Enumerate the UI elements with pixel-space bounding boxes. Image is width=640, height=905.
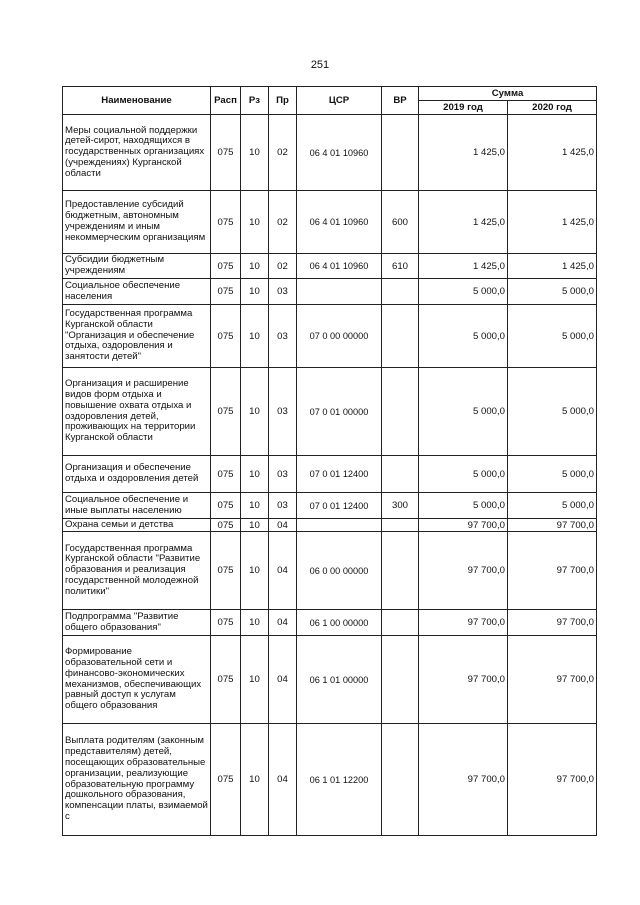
row-pr: 03: [269, 456, 297, 493]
row-rasp: 075: [211, 368, 241, 456]
row-name: Государственная программа Курганской области "Организация и обеспечение отдыха, оздоровления и занятости детей": [63, 305, 211, 368]
header-sum: Сумма: [419, 87, 597, 101]
row-vr: [382, 305, 419, 368]
row-name: Социальное обеспечение населения: [63, 279, 211, 305]
row-name: Охрана семьи и детства: [63, 519, 211, 532]
table-row: [63, 519, 597, 532]
row-rasp: 075: [211, 115, 241, 191]
row-pr: 02: [269, 254, 297, 279]
row-rasp: 075: [211, 724, 241, 836]
table-row: [63, 610, 597, 636]
row-2019: 5 000,0: [419, 279, 508, 305]
row-2019: 97 700,0: [419, 636, 508, 724]
table-row: [63, 368, 597, 456]
row-rasp: 075: [211, 519, 241, 532]
row-2020: 5 000,0: [508, 368, 597, 456]
table-row: [63, 724, 597, 836]
row-pr: 03: [269, 279, 297, 305]
row-rz: 10: [241, 519, 269, 532]
header-csr: ЦСР: [297, 87, 382, 115]
row-2019: 1 425,0: [419, 191, 508, 254]
table-row: [63, 493, 597, 519]
row-csr: 06 1 01 12200: [297, 724, 382, 836]
table-row: [63, 636, 597, 724]
budget-table: [62, 86, 597, 836]
row-csr: 06 1 01 00000: [297, 636, 382, 724]
row-csr: 07 0 01 00000: [297, 368, 382, 456]
row-rz: 10: [241, 456, 269, 493]
row-2020: 5 000,0: [508, 305, 597, 368]
row-vr: 300: [382, 493, 419, 519]
row-rasp: 075: [211, 456, 241, 493]
table-row: [63, 279, 597, 305]
row-csr: 06 4 01 10960: [297, 191, 382, 254]
row-pr: 04: [269, 636, 297, 724]
row-2020: 97 700,0: [508, 532, 597, 610]
row-rz: 10: [241, 724, 269, 836]
header-2019: 2019 год: [419, 101, 508, 115]
row-rz: 10: [241, 532, 269, 610]
row-pr: 03: [269, 305, 297, 368]
table-row: [63, 532, 597, 610]
page-number: 251: [310, 59, 330, 71]
header-rz: Рз: [241, 87, 269, 115]
row-2020: 97 700,0: [508, 636, 597, 724]
row-2019: 1 425,0: [419, 115, 508, 191]
row-2019: 97 700,0: [419, 532, 508, 610]
row-name: Субсидии бюджетным учреждениям: [63, 254, 211, 279]
row-2020: 97 700,0: [508, 610, 597, 636]
row-rz: 10: [241, 115, 269, 191]
header-2020: 2020 год: [508, 101, 597, 115]
row-pr: 02: [269, 191, 297, 254]
row-rz: 10: [241, 368, 269, 456]
row-rz: 10: [241, 191, 269, 254]
row-2019: 1 425,0: [419, 254, 508, 279]
row-name: Организация и обеспечение отдыха и оздоровления детей: [63, 456, 211, 493]
row-vr: [382, 636, 419, 724]
row-vr: 600: [382, 191, 419, 254]
row-csr: 06 4 01 10960: [297, 115, 382, 191]
row-csr: 07 0 00 00000: [297, 305, 382, 368]
row-rasp: 075: [211, 305, 241, 368]
row-csr: 06 1 00 00000: [297, 610, 382, 636]
header-vr: ВР: [382, 87, 419, 115]
header-name: Наименование: [63, 87, 211, 115]
row-rz: 10: [241, 493, 269, 519]
row-rz: 10: [241, 305, 269, 368]
row-pr: 02: [269, 115, 297, 191]
row-rasp: 075: [211, 191, 241, 254]
row-csr: 06 4 01 10960: [297, 254, 382, 279]
row-2019: 97 700,0: [419, 724, 508, 836]
row-rasp: 075: [211, 610, 241, 636]
row-2019: 5 000,0: [419, 305, 508, 368]
table-row: [63, 305, 597, 368]
row-2020: 5 000,0: [508, 493, 597, 519]
row-vr: [382, 519, 419, 532]
table-row: [63, 115, 597, 191]
row-rasp: 075: [211, 532, 241, 610]
row-pr: 04: [269, 532, 297, 610]
row-2019: 97 700,0: [419, 610, 508, 636]
table-row: [63, 191, 597, 254]
row-vr: 610: [382, 254, 419, 279]
header-rasp: Расп: [211, 87, 241, 115]
row-name: Подпрограмма "Развитие общего образования": [63, 610, 211, 636]
row-rasp: 075: [211, 279, 241, 305]
row-rz: 10: [241, 636, 269, 724]
row-2020: 1 425,0: [508, 191, 597, 254]
row-vr: [382, 368, 419, 456]
row-csr: 07 0 01 12400: [297, 456, 382, 493]
row-name: Предоставление субсидий бюджетным, автономным учреждениям и иным некоммерческим организациям: [63, 191, 211, 254]
row-rasp: 075: [211, 254, 241, 279]
row-pr: 04: [269, 519, 297, 532]
row-csr: [297, 519, 382, 532]
row-2020: 97 700,0: [508, 724, 597, 836]
row-rasp: 075: [211, 636, 241, 724]
row-2019: 97 700,0: [419, 519, 508, 532]
row-rz: 10: [241, 610, 269, 636]
table-row: [63, 254, 597, 279]
row-rasp: 075: [211, 493, 241, 519]
row-name: Организация и расширение видов форм отдыха и повышение охвата отдыха и оздоровления детей, проживающих на территории Курганской области: [63, 368, 211, 456]
row-name: Государственная программа Курганской области "Развитие образования и реализация государственной молодежной политики": [63, 532, 211, 610]
row-csr: 06 0 00 00000: [297, 532, 382, 610]
table-row: [63, 456, 597, 493]
row-vr: [382, 724, 419, 836]
row-2020: 97 700,0: [508, 519, 597, 532]
row-vr: [382, 279, 419, 305]
row-csr: 07 0 01 12400: [297, 493, 382, 519]
row-rz: 10: [241, 279, 269, 305]
row-csr: [297, 279, 382, 305]
row-2020: 5 000,0: [508, 279, 597, 305]
row-2019: 5 000,0: [419, 368, 508, 456]
row-2019: 5 000,0: [419, 456, 508, 493]
row-2020: 1 425,0: [508, 254, 597, 279]
row-2020: 1 425,0: [508, 115, 597, 191]
row-name: Социальное обеспечение и иные выплаты населению: [63, 493, 211, 519]
row-name: Меры социальной поддержки детей-сирот, находящихся в государственных организациях (учреждениях) Курганской области: [63, 115, 211, 191]
row-vr: [382, 610, 419, 636]
row-vr: [382, 532, 419, 610]
row-vr: [382, 456, 419, 493]
row-pr: 03: [269, 493, 297, 519]
row-rz: 10: [241, 254, 269, 279]
row-2019: 5 000,0: [419, 493, 508, 519]
row-2020: 5 000,0: [508, 456, 597, 493]
row-pr: 03: [269, 368, 297, 456]
row-name: Выплата родителям (законным представителям) детей, посещающих образовательные организации, реализующие образовательную программу дошкольного образования, компенсации платы, взимаемой с: [63, 724, 211, 836]
row-name: Формирование образовательной сети и финансово-экономических механизмов, обеспечивающих равный доступ к услугам общего образования: [63, 636, 211, 724]
row-pr: 04: [269, 610, 297, 636]
row-vr: [382, 115, 419, 191]
row-pr: 04: [269, 724, 297, 836]
header-pr: Пр: [269, 87, 297, 115]
